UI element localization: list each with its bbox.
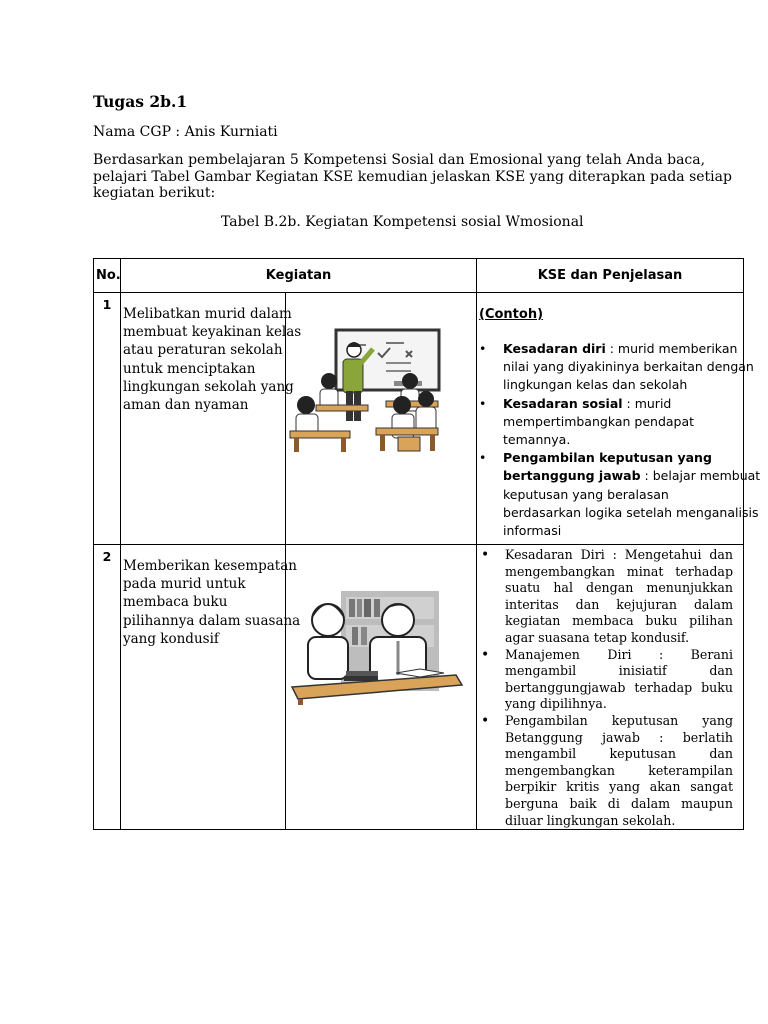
activity-line: membaca buku <box>123 594 228 611</box>
list-item: • Kesadaran Diri : Mengetahui dan mengembangkan minat terhadap suatu hal dengan menunjukkan interitas dan kejujuran dalam kegiatan membaca buku pilihan agar suasana tetap kondusif. <box>477 547 743 647</box>
activity-line: yang kondusif <box>123 630 219 647</box>
kse-term: bertanggung jawab <box>503 468 641 484</box>
activity-image-cell <box>286 293 477 545</box>
table-row <box>94 293 744 545</box>
table-caption: Tabel B.2b. Kegiatan Kompetensi sosial Wmosional <box>221 214 584 230</box>
row-number: 1 <box>94 293 121 545</box>
activity-line: aman dan nyaman <box>123 397 249 414</box>
kse-table <box>93 258 761 830</box>
row-number: 2 <box>94 545 121 830</box>
activity-line: membuat keyakinan kelas <box>123 324 302 341</box>
kse-text: nilai yang diyakininya berkaitan dengan <box>503 359 754 375</box>
kse-list <box>477 547 743 829</box>
kse-text: lingkungan kelas dan sekolah <box>503 377 688 393</box>
activity-line: untuk menciptakan <box>123 360 256 377</box>
header-no: No. <box>94 259 121 293</box>
kse-text: mempertimbangkan pendapat <box>503 413 695 429</box>
teacher-classroom-illustration-icon <box>286 293 477 544</box>
activity-text <box>121 545 301 830</box>
kse-term: Pengambilan keputusan yang <box>503 450 712 466</box>
activity-line: pada murid untuk <box>123 576 246 593</box>
kse-cell <box>477 545 744 830</box>
kse-text: temannya. <box>503 432 571 448</box>
kse-text: : belajar membuat <box>640 468 761 484</box>
intro-line: kegiatan berikut: <box>93 185 216 201</box>
list-item <box>477 395 743 450</box>
kse-text: informasi <box>503 523 562 539</box>
header-kse: KSE dan Penjelasan <box>477 259 744 293</box>
list-item <box>477 340 754 395</box>
table-row <box>94 545 744 830</box>
list-item: • Pengambilan keputusan yang Betanggung jawab : berlatih mengambil keputusan dan mengembangkan keterampilan berpikir kritis yang akan sangat berguna baik di dalam maupun diluar lingkungan sekolah. <box>477 713 743 829</box>
activity-line: lingkungan sekolah yang <box>123 378 294 395</box>
activity-line: pilihannya dalam suasana <box>123 612 301 629</box>
kse-text: : murid <box>622 395 672 411</box>
name-line: Nama CGP : Anis Kurniati <box>93 124 278 140</box>
activity-line: Melibatkan murid dalam <box>123 306 292 322</box>
page-title: Tugas 2b.1 <box>93 92 188 111</box>
table-header-row <box>94 259 744 293</box>
students-reading-illustration-icon <box>286 545 477 805</box>
intro-paragraph <box>93 152 732 202</box>
header-kegiatan: Kegiatan <box>121 259 477 293</box>
list-item: • Manajemen Diri : Berani mengambil inisiatif dan bertanggungjawab terhadap buku yang dipilihnya. <box>477 647 743 713</box>
activity-line: Memberikan kesempatan <box>123 558 297 574</box>
activity-image-cell <box>286 545 477 830</box>
kse-cell <box>477 293 761 545</box>
activity-text <box>121 293 302 545</box>
kse-term: Kesadaran sosial <box>503 395 623 411</box>
list-item <box>477 449 761 540</box>
kse-list <box>477 340 761 540</box>
kse-term: Kesadaran diri <box>503 341 606 356</box>
intro-line: pelajari Tabel Gambar Kegiatan KSE kemudian jelaskan KSE yang diterapkan pada setiap <box>93 168 732 185</box>
intro-line: Berdasarkan pembelajaran 5 Kompetensi Sosial dan Emosional yang telah Anda baca, <box>93 152 706 168</box>
kse-text: keputusan yang beralasan <box>503 486 669 502</box>
activity-line: atau peraturan sekolah <box>123 342 283 359</box>
kse-text: : murid memberikan <box>605 341 738 356</box>
kse-text: berdasarkan logika setelah menganalisis <box>503 504 759 520</box>
example-label: (Contoh) <box>479 307 544 322</box>
